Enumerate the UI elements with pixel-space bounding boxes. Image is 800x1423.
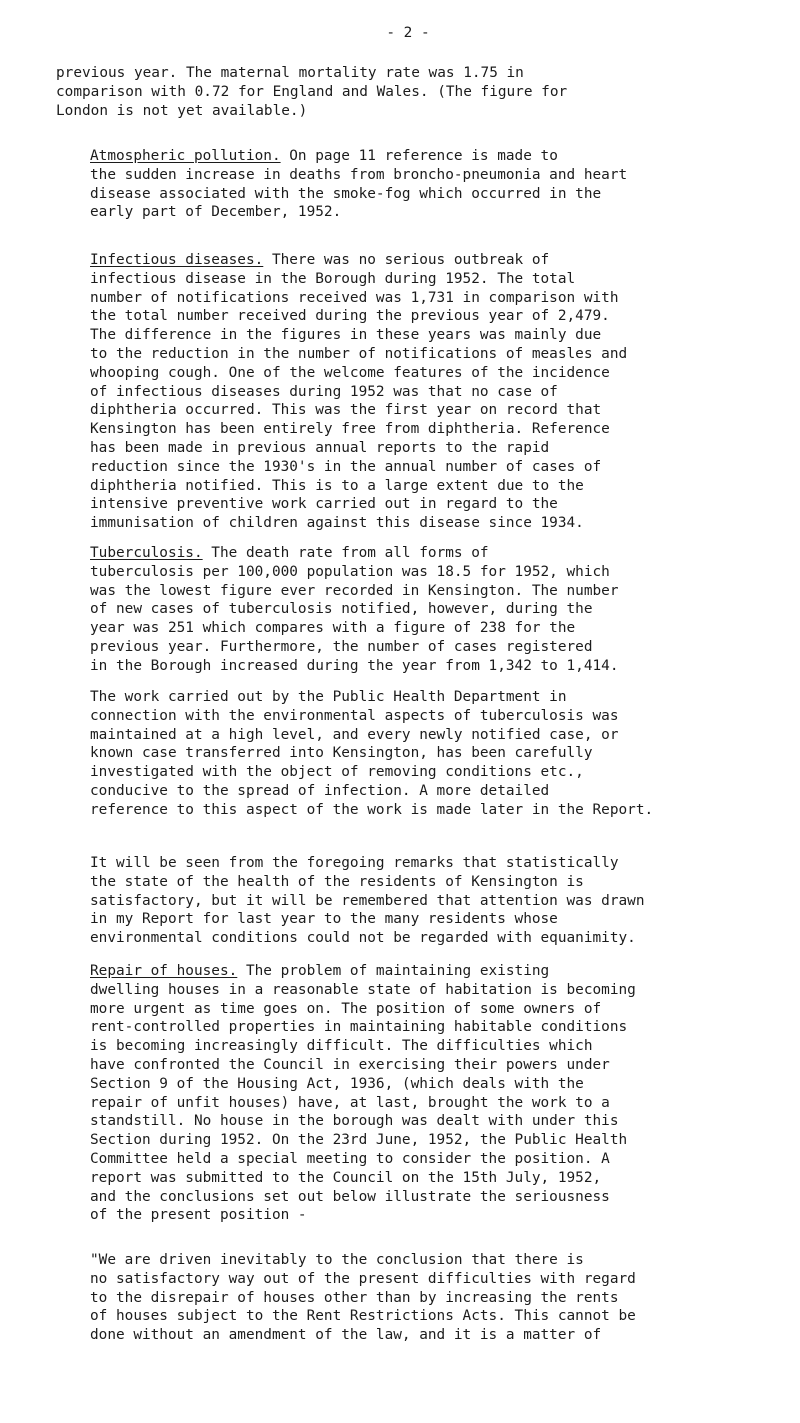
paragraph-quoted-conclusion (56, 1251, 800, 1345)
section-heading: Repair of houses. (90, 963, 238, 979)
section-heading: Infectious diseases. (90, 252, 264, 268)
paragraph-infectious-diseases (56, 251, 800, 533)
paragraph-text: The problem of maintaining existing dwelling houses in a reasonable state of habitation is becoming more urgent as time goes on. The position of some owners of rent-controlled properties in maintaining habitable conditions is becoming increasingly difficult. The difficulties which have confronted the Council in exercising their powers under Section 9 of the Housing Act, 1936, (which deals with the repair of unfit houses) have, at last, brought the work to a standstill. No house in the borough was dealt with under this Section during 1952. On the 23rd June, 1952, the Public Health Committee held a special meeting to consider the position. A report was submitted to the Council on the 15th July, 1952, and the conclusions set out below illustrate the seriousness of the present position - (90, 963, 636, 1224)
paragraph-text: The work carried out by the Public Health Department in connection with the environmental aspects of tuberculosis was maintained at a high level, and every newly notified case, or known case transferred into Kensington, has been carefully investigated with the object of removing conditions etc., conducive to the spread of infection. A more detailed reference to this aspect of the work is made later in the Report. (90, 689, 654, 818)
paragraph-text: previous year. The maternal mortality rate was 1.75 in comparison with 0.72 for England and Wales. (The figure for London is not yet available.) (56, 65, 568, 119)
paragraph-text: "We are driven inevitably to the conclusion that there is no satisfactory way out of the present difficulties with regard to the disrepair of houses other than by increasing the rents of houses subject to the Rent Restrictions Acts. This cannot be done without an amendment of the law, and it is a matter of (90, 1252, 636, 1344)
paragraph-environmental-work (56, 688, 800, 820)
paragraph-text: The death rate from all forms of tuberculosis per 100,000 population was 18.5 for 1952, which was the lowest figure ever recorded in Kensington. The number of new cases of tuberculosis notified, however, during the year was 251 which compares with a figure of 238 for the previous year. Furthermore, the number of cases registered in the Borough increased during the year from 1,342 to 1,414. (90, 545, 619, 674)
paragraph-text: There was no serious outbreak of infectious disease in the Borough during 1952. The total number of notifications received was 1,731 in comparison with the total number received during the previous year of 2,479. The difference in the figures in these years was mainly due to the reduction in the number of notifications of measles and whooping cough. One of the welcome features of the incidence of infectious diseases during 1952 was that no case of diphtheria occurred. This was the first year on record that Kensington has been entirely free from diphtheria. Reference has been made in previous annual reports to the rapid reduction since the 1930's in the annual number of cases of diphtheria notified. This is to a large extent due to the intensive preventive work carried out in regard to the immunisation of children against this disease since 1934. (90, 252, 628, 532)
paragraph-maternal-mortality (56, 64, 786, 120)
paragraph-statistical-remarks (56, 854, 800, 948)
paragraph-text: On page 11 reference is made to the sudden increase in deaths from broncho-pneumonia and heart disease associated with the smoke-fog which occurred in the early part of December, 1952. (90, 148, 628, 221)
paragraph-repair-of-houses (56, 962, 800, 1225)
page-number: - 2 - (386, 25, 430, 41)
paragraph-text: It will be seen from the foregoing remarks that statistically the state of the health of the residents of Kensington is satisfactory, but it will be remembered that attention was drawn in my Report for last year to the many residents whose environmental conditions could not be regarded with equanimity. (90, 855, 645, 947)
paragraph-atmospheric-pollution (56, 147, 800, 222)
section-heading: Tuberculosis. (90, 545, 203, 561)
section-heading: Atmospheric pollution. (90, 148, 281, 164)
paragraph-tuberculosis (56, 544, 800, 676)
